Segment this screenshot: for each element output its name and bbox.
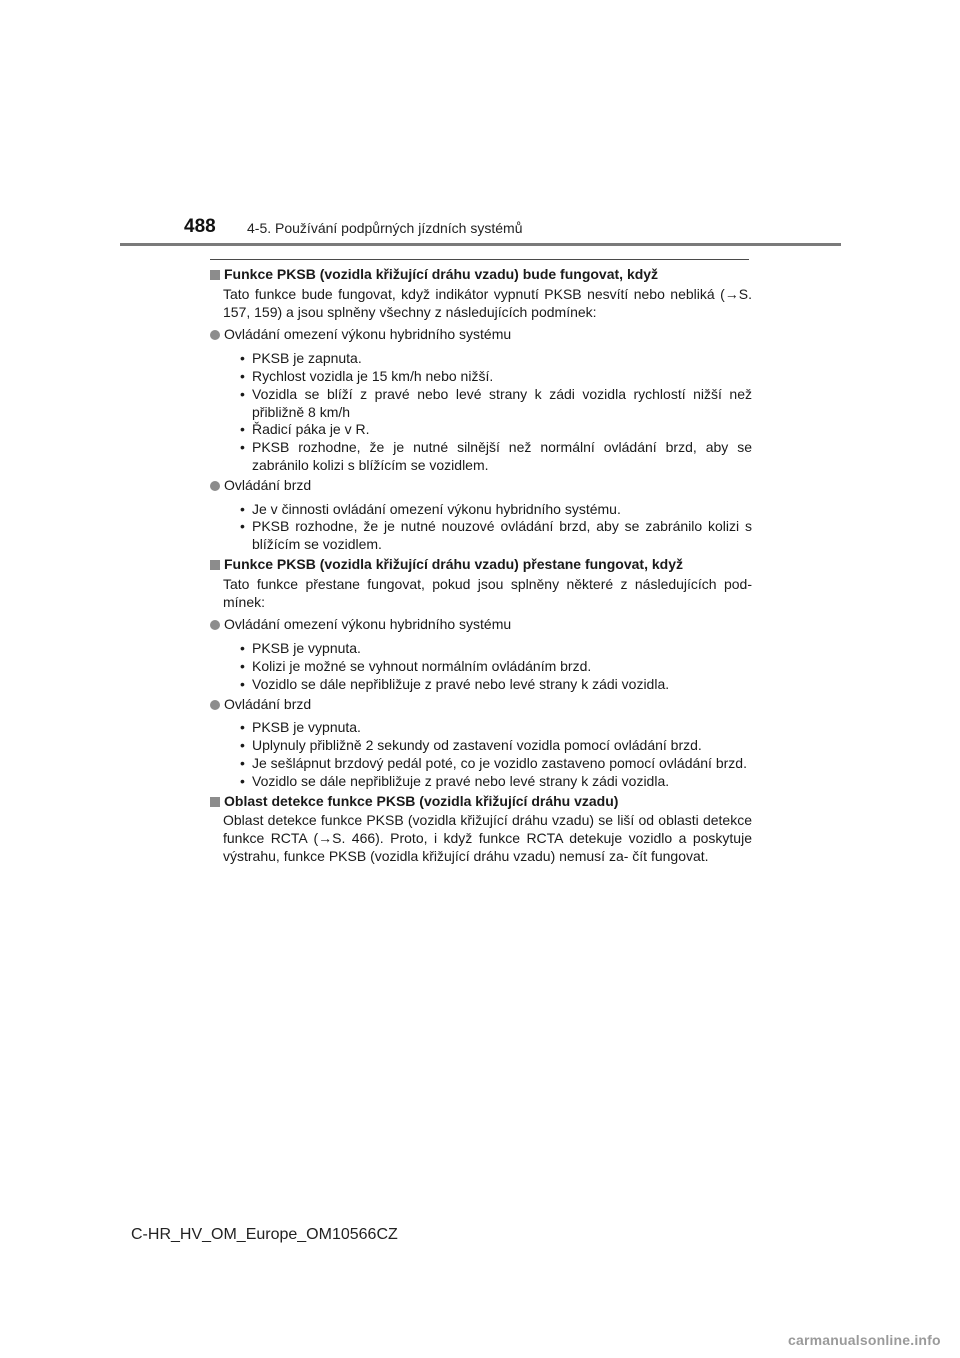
bullet-icon: •	[240, 772, 245, 789]
section	[210, 793, 752, 866]
page-number: 488	[184, 216, 216, 237]
circle-bullet-icon	[210, 700, 220, 710]
section-heading	[210, 793, 752, 811]
bullet-icon: •	[240, 754, 245, 771]
list-item	[240, 773, 752, 791]
page-header	[0, 0, 960, 250]
bullet-icon: •	[240, 518, 245, 535]
list-item	[240, 676, 752, 694]
list-item	[240, 518, 752, 554]
circle-bullet-icon	[210, 620, 220, 630]
list-item-text: PKSB je vypnuta.	[252, 719, 361, 736]
section-body: Oblast detekce funkce PKSB (vozidla křižující dráhu vzadu) se liší od oblasti detekce funkce RCTA (→S. 466). Proto, i když funkce RCTA detekuje vozidlo a poskytuje výstrahu, funkce PKSB (vozidla křižující dráhu vzadu) nemusí za- čít fungovat.	[223, 812, 752, 864]
list-item	[240, 737, 752, 755]
header-divider	[120, 243, 841, 246]
section-heading-text: Funkce PKSB (vozidla křižující dráhu vzadu) bude fungovat, když	[224, 266, 659, 282]
list-item-text: Je sešlápnut brzdový pedál poté, co je vozidlo zastaveno pomocí ovládání brzd.	[252, 754, 747, 771]
circle-bullet-icon	[210, 481, 220, 491]
condition-group	[210, 326, 752, 344]
list-item	[240, 439, 752, 475]
content-divider	[210, 259, 749, 260]
bullet-icon: •	[240, 719, 245, 736]
watermark: carmanualsonline.info	[788, 1332, 941, 1348]
condition-group	[210, 616, 752, 634]
section-heading-text: Funkce PKSB (vozidla křižující dráhu vzadu) přestane fungovat, když	[224, 555, 683, 572]
condition-list	[210, 719, 752, 790]
condition-group-label: Ovládání omezení výkonu hybridního systému	[224, 326, 512, 343]
list-item	[240, 368, 752, 386]
circle-bullet-icon	[210, 330, 220, 340]
bullet-icon: •	[240, 350, 245, 367]
document-code: C-HR_HV_OM_Europe_OM10566CZ	[131, 1226, 398, 1243]
list-item-text: PKSB rozhodne, že je nutné silnější než normální ovládání brzd, aby se zabránilo kolizi s blížícím se vozidlem.	[252, 439, 752, 473]
condition-group	[210, 477, 752, 495]
list-item-text: Vozidla se blíží z pravé nebo levé strany k zádi vozidla rychlostí nižší než přibližně 8 km/h	[252, 385, 752, 420]
condition-list	[210, 640, 752, 693]
bullet-icon: •	[240, 675, 245, 692]
list-item-text: Rychlost vozidla je 15 km/h nebo nižší.	[252, 367, 494, 384]
main-content	[210, 266, 752, 871]
chapter-title: 4-5. Používání podpůrných jízdních systémů	[247, 220, 523, 236]
list-item-text: Vozidlo se dále nepřibližuje z pravé nebo levé strany k zádi vozidla.	[252, 772, 670, 789]
condition-group-label: Ovládání brzd	[224, 695, 312, 712]
list-item	[240, 350, 752, 368]
section	[210, 266, 752, 554]
bullet-icon: •	[240, 657, 245, 674]
list-item-text: Kolizi je možné se vyhnout normálním ovládáním brzd.	[252, 657, 592, 674]
section-body: Tato funkce bude fungovat, když indikátor vypnutí PKSB nesvítí nebo nebliká (→S. 157, 159) a jsou splněny všechny z následujících podmínek:	[223, 285, 752, 320]
list-item-text: Je v činnosti ovládání omezení výkonu hybridního systému.	[252, 500, 621, 517]
square-bullet-icon	[210, 560, 220, 570]
bullet-icon: •	[240, 421, 245, 438]
list-item-text: Uplynuly přibližně 2 sekundy od zastavení vozidla pomocí ovládání brzd.	[252, 737, 702, 754]
list-item-text: Vozidlo se dále nepřibližuje z pravé nebo levé strany k zádi vozidla.	[252, 675, 670, 692]
section	[210, 556, 752, 791]
square-bullet-icon	[210, 270, 220, 280]
condition-group	[210, 696, 752, 714]
bullet-icon: •	[240, 640, 245, 657]
list-item-text: Řadicí páka je v R.	[252, 421, 370, 438]
condition-group-label: Ovládání brzd	[224, 476, 312, 493]
section-heading-text: Oblast detekce funkce PKSB (vozidla křižující dráhu vzadu)	[224, 792, 619, 809]
bullet-icon: •	[240, 500, 245, 517]
section-body: Tato funkce přestane fungovat, pokud jsou splněny některé z následujících pod- mínek:	[223, 575, 752, 610]
list-item-text: PKSB rozhodne, že je nutné nouzové ovládání brzd, aby se zabránilo kolizi s blížícím se vozidlem.	[252, 518, 752, 553]
condition-list	[210, 350, 752, 475]
bullet-icon: •	[240, 385, 245, 402]
list-item-text: PKSB je zapnuta.	[252, 350, 362, 367]
list-item	[240, 501, 752, 519]
list-item	[240, 421, 752, 439]
bullet-icon: •	[240, 737, 245, 754]
section-heading	[210, 556, 752, 574]
list-item	[240, 719, 752, 737]
list-item-text: PKSB je vypnuta.	[252, 640, 361, 657]
condition-list	[210, 501, 752, 554]
list-item	[240, 658, 752, 676]
list-item	[240, 755, 752, 773]
square-bullet-icon	[210, 797, 220, 807]
condition-group-label: Ovládání omezení výkonu hybridního systému	[224, 616, 512, 633]
list-item	[240, 640, 752, 658]
bullet-icon: •	[240, 439, 245, 456]
list-item	[240, 386, 752, 422]
section-heading	[210, 266, 752, 284]
bullet-icon: •	[240, 367, 245, 384]
